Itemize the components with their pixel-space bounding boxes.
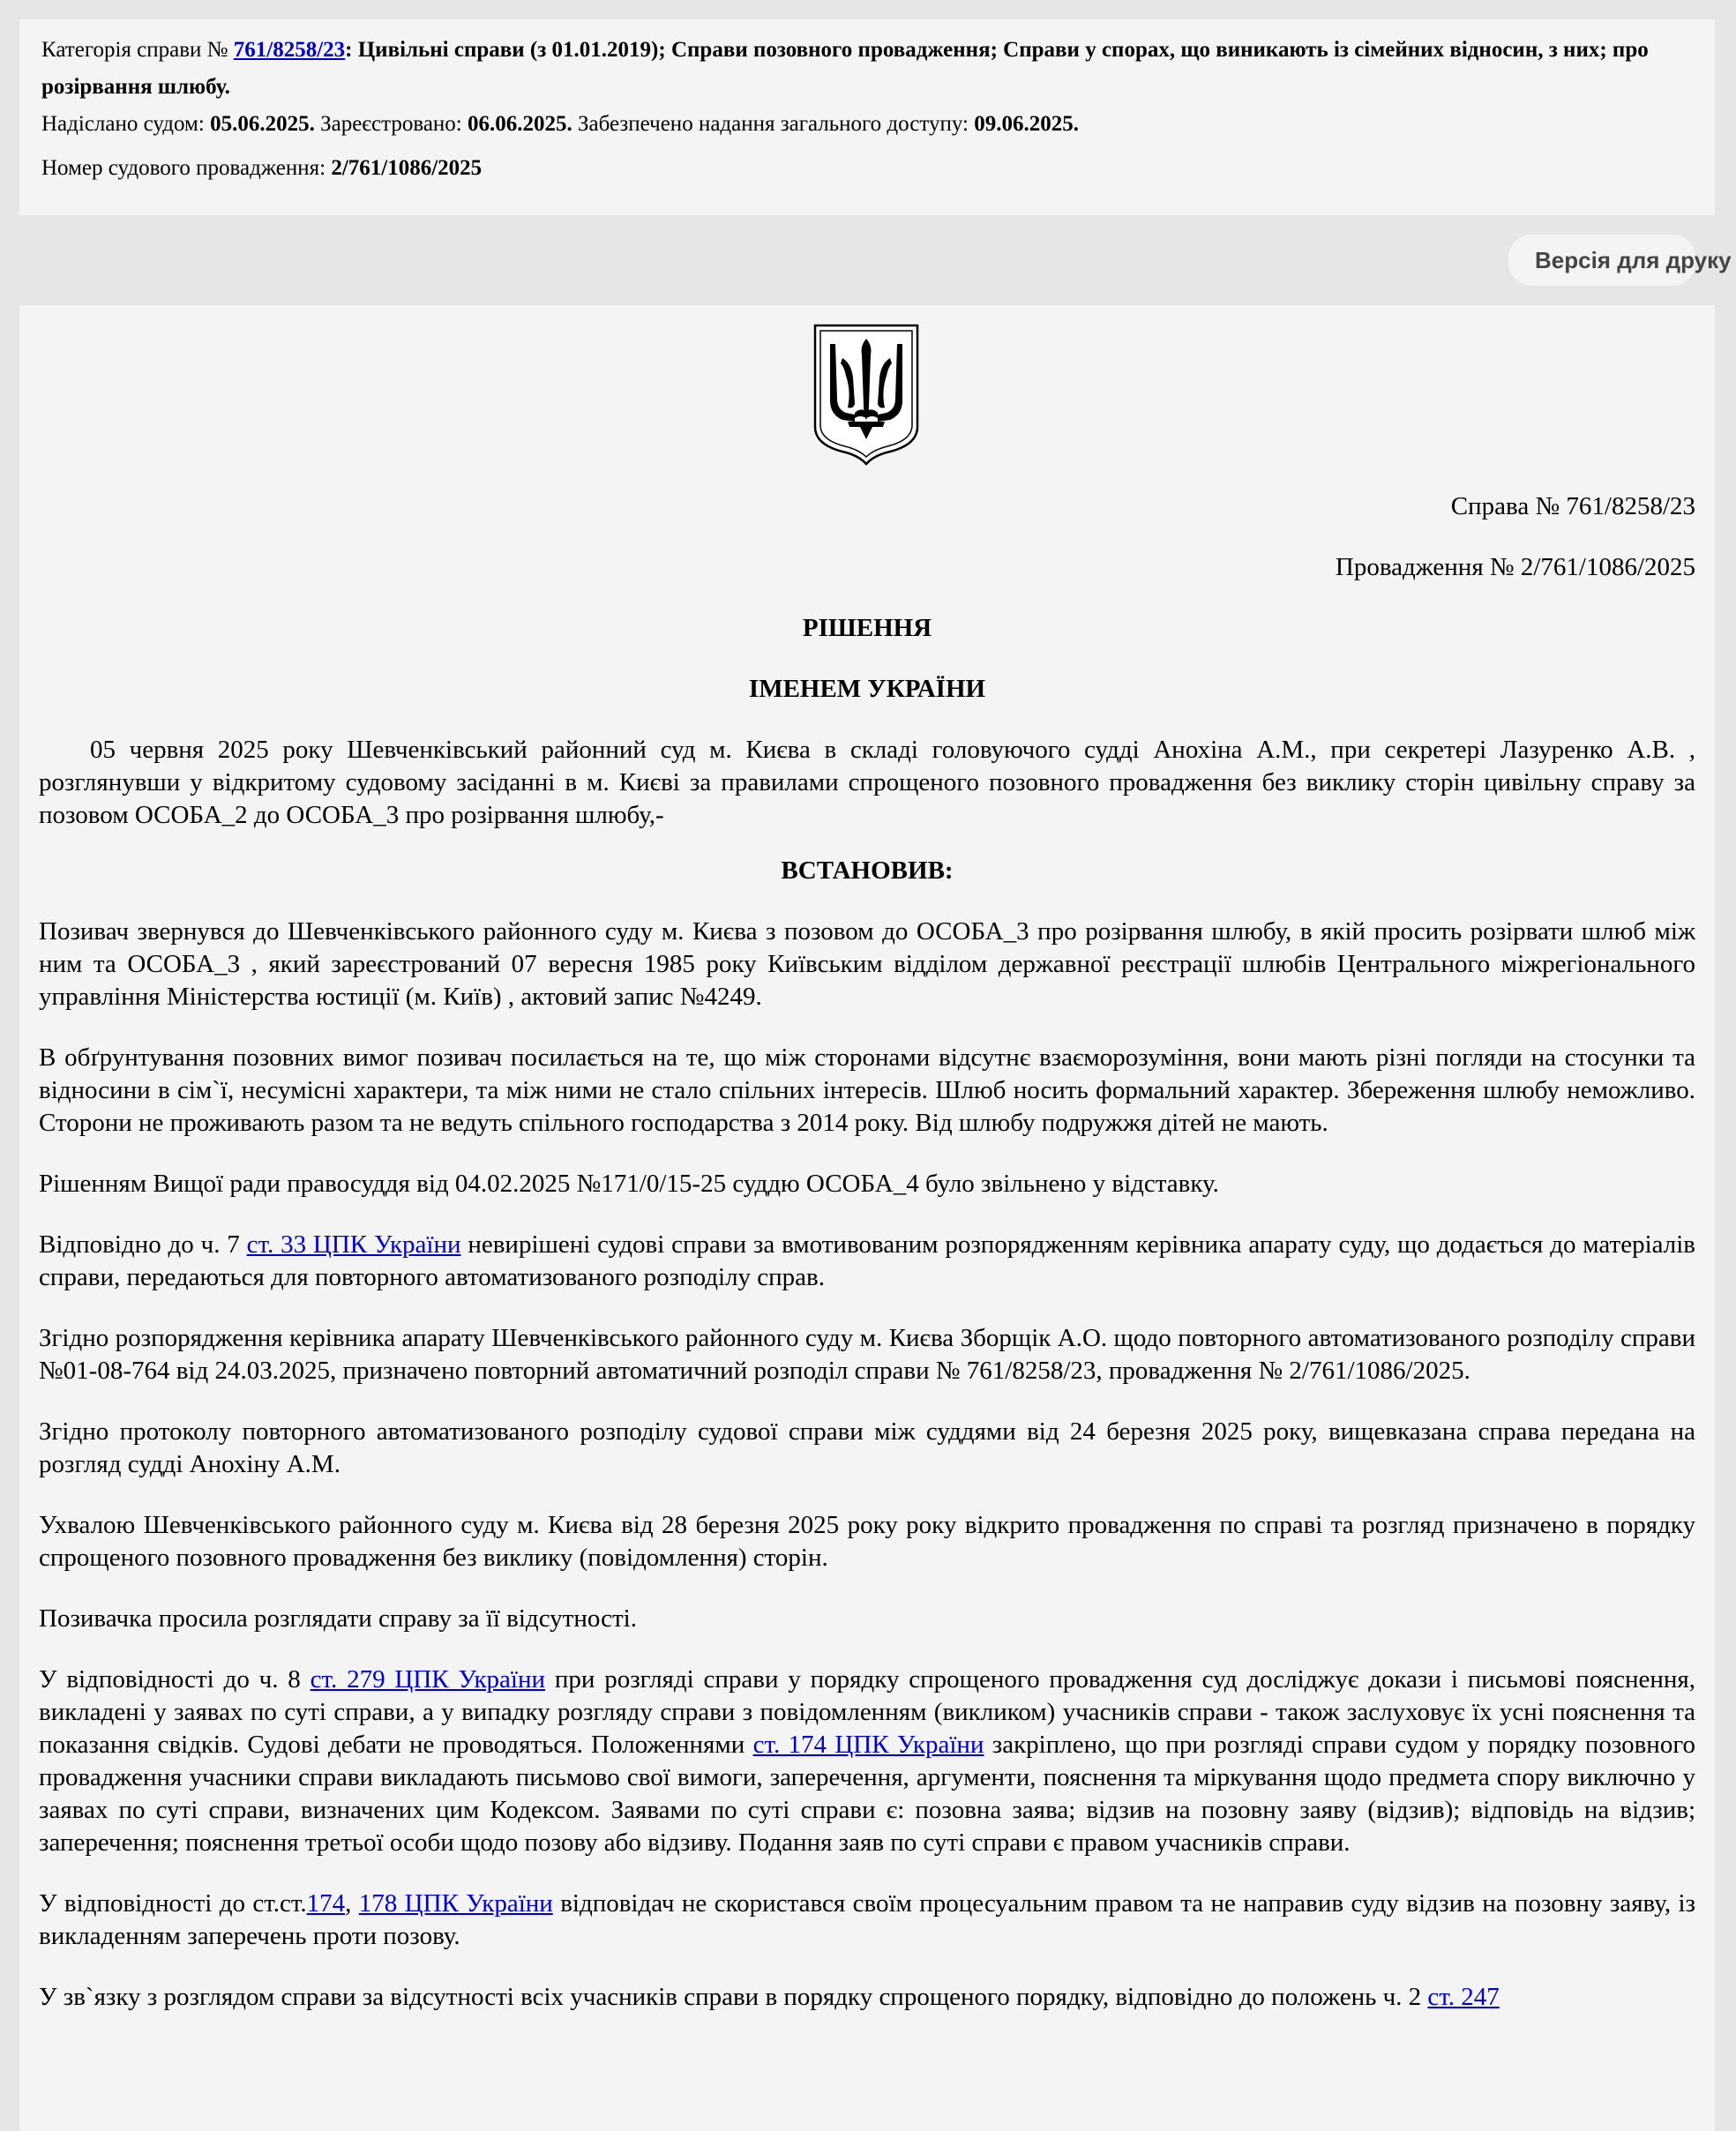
paragraph-11	[39, 1981, 1695, 2014]
registered-label: Зареєстровано:	[314, 112, 468, 136]
paragraph-6: Згідно протоколу повторного автоматизованого розподілу судової справи між суддями від 24 березня 2025 року, вищевказана справа передана на розгляд судді Анохіну А.М.	[39, 1417, 1695, 1478]
paragraph-4	[39, 1229, 1695, 1294]
intro-paragraph: 05 червня 2025 року Шевченківський районний суд м. Києва в складі головуючого судді Анохіна А.М., при секретері Лазуренко А.В. , розглянувши у відкритому судовому засіданні в м. Києві за правилами спрощеного позовного провадження без виклику сторін цивільну справу за позовом ОСОБА_2 до ОСОБА_3 про розірвання шлюбу,-	[39, 736, 1695, 829]
category-text: : Цивільні справи (з 01.01.2019); Справи позовного провадження; Справи у спорах, що виникають із сімейних відносин, з них; про розірвання шлюбу.	[41, 38, 1649, 99]
paragraph-10-text-b: відповідач не скористався своїм процесуальним правом та не направив суду відзив на позовну заяву, із викладенням заперечень проти позову.	[39, 1889, 1696, 1950]
case-category-line	[41, 32, 1693, 106]
proceeding-line	[41, 150, 1693, 187]
paragraph-9-text-c: закріплено, що при розгляді справи судом у порядку позовного провадження учасники справи викладають письмово свої вимоги, заперечення, аргументи, пояснення та міркування щодо предмета спору виключно у заявах по суті справи, визначених цим Кодексом. Заявами по суті справи є: позовна заява; відзив на позовну заяву (відзив); відповідь на відзив; заперечення; пояснення третьої особи щодо позову або відзиву. Подання заяв по суті справи є правом учасників справи.	[39, 1731, 1695, 1857]
paragraph-8: Позивачка просила розглядати справу за її відсутності.	[39, 1604, 637, 1633]
proceeding-number: 2/761/1086/2025	[331, 156, 483, 180]
paragraph-7: Ухвалою Шевченківського районного суду м. Києва від 28 березня 2025 року року відкрито провадження по справі та розгляд призначено в порядку спрощеного позовного провадження без виклику (повідомлення) сторін.	[39, 1511, 1695, 1572]
paragraph-3: Рішенням Вищої ради правосуддя від 04.02.2025 №171/0/15-25 суддю ОСОБА_4 було звільнено у відставку.	[39, 1170, 1219, 1198]
paragraph-10-separator: ,	[345, 1889, 359, 1918]
proceeding-number-line: Провадження № 2/761/1086/2025	[1335, 553, 1695, 581]
decision-heading: РІШЕННЯ	[802, 614, 932, 642]
paragraph-11-text-a: У зв`язку з розглядом справи за відсутності всіх учасників справи в порядку спрощеного порядку, відповідно до положень ч. 2	[39, 1983, 1428, 2011]
paragraph-9-text-b: при розгляді справи у порядку спрощеного провадження суд досліджує докази і письмові пояснення, викладені у заявах по суті справи, а у випадку розгляду справи з повідомленням (викликом) учасників справи - також заслуховує їх усні пояснення та показання свідків. Судові дебати не проводяться. Положеннями	[39, 1665, 1696, 1759]
sent-label: Надіслано судом:	[41, 112, 211, 136]
law-link-art-279[interactable]: ст. 279 ЦПК України	[310, 1665, 546, 1694]
law-link-art-247[interactable]: ст. 247	[1427, 1983, 1500, 2011]
law-link-174[interactable]: 174	[306, 1889, 346, 1918]
dates-line	[41, 106, 1693, 143]
sent-date: 05.06.2025.	[210, 112, 315, 136]
in-the-name-heading: ІМЕНЕМ УКРАЇНИ	[748, 675, 986, 703]
law-link-art-33[interactable]: ст. 33 ЦПК України	[246, 1230, 461, 1259]
registered-date: 06.06.2025.	[468, 112, 572, 136]
paragraph-9	[39, 1664, 1695, 1859]
print-version-button[interactable]: Версія для друку	[1508, 235, 1695, 286]
ukraine-trident-emblem-icon	[812, 323, 920, 466]
paragraph-4-text-a: Відповідно до ч. 7	[39, 1230, 247, 1259]
access-label: Забезпечено надання загального доступу:	[572, 112, 975, 136]
paragraph-1: Позивач звернувся до Шевченківського районного суду м. Києва з позовом до ОСОБА_3 про розірвання шлюбу, в якій просить розірвати шлюб між ним та ОСОБА_3 , який зареєстрований 07 вересня 1985 року Київським відділом державної реєстрації шлюбів Центрального міжрегіонального управління Міністерства юстиції (м. Київ) , актовий запис №4249.	[39, 917, 1695, 1011]
paragraph-2: В обґрунтування позовних вимог позивач посилається на те, що між сторонами відсутнє взаєморозуміння, вони мають різні погляди на стосунки та відносини в сім`ї, несумісні характери, та між ними не стало спільних інтересів. Шлюб носить формальний характер. Збереження шлюбу неможливо. Сторони не проживають разом та не ведуть спільного господарства з 2014 року. Від шлюбу подружжя дітей не мають.	[39, 1043, 1695, 1137]
decision-document	[19, 305, 1715, 2131]
paragraph-10-text-a: У відповідності до ст.ст.	[39, 1889, 307, 1918]
law-link-art-178[interactable]: 178 ЦПК України	[358, 1889, 553, 1918]
proceeding-label: Номер судового провадження:	[41, 156, 332, 180]
case-info-panel	[19, 19, 1715, 215]
paragraph-5: Згідно розпорядження керівника апарату Шевченківського районного суду м. Києва Зборщік А.О. щодо повторного автоматизованого розподілу справи №01-08-764 від 24.03.2025, призначено повторний автоматичний розподіл справи № 761/8258/23, провадження № 2/761/1086/2025.	[39, 1324, 1695, 1385]
paragraph-4-text-b: невирішені судові справи за вмотивованим розпорядженням керівника апарату суду, що додається до матеріалів справи, передаються для повторного автоматизованого розподілу справ.	[39, 1230, 1696, 1291]
law-link-art-174[interactable]: ст. 174 ЦПК України	[752, 1731, 984, 1759]
paragraph-10	[39, 1888, 1695, 1953]
category-label: Категорія справи №	[41, 38, 234, 62]
document-body	[39, 490, 1695, 2042]
paragraph-9-text-a: У відповідності до ч. 8	[39, 1665, 311, 1694]
access-date: 09.06.2025.	[974, 112, 1079, 136]
established-heading: ВСТАНОВИВ:	[781, 856, 954, 885]
case-number-line: Справа № 761/8258/23	[1450, 492, 1695, 520]
print-toolbar	[19, 215, 1732, 305]
case-number-link[interactable]: 761/8258/23	[233, 38, 346, 62]
